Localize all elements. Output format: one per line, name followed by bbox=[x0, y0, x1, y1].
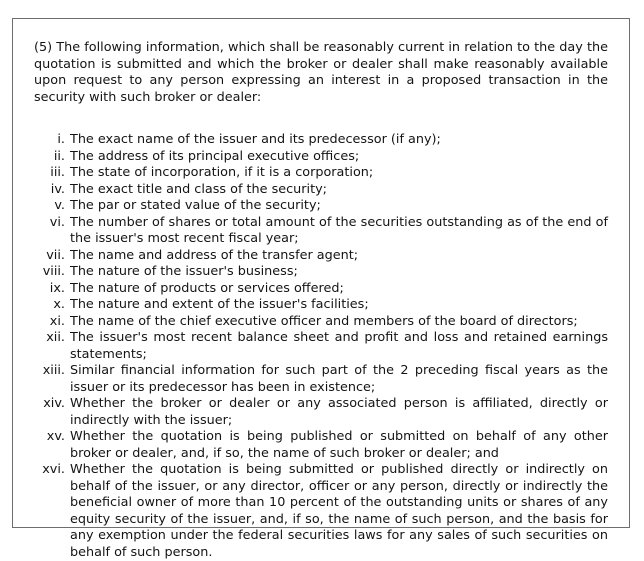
list-item bbox=[34, 363, 608, 396]
item-number: iv. bbox=[50, 181, 65, 197]
list-item bbox=[34, 215, 608, 248]
item-number: viii. bbox=[42, 264, 65, 279]
item-number: ix. bbox=[49, 280, 65, 296]
item-text: The nature of the issuer's business; bbox=[70, 264, 298, 279]
item-number: xiv. bbox=[43, 396, 65, 411]
item-text: The nature of products or services offered; bbox=[70, 280, 344, 296]
item-text: Similar financial information for such part of the 2 preceding fiscal years as the issuer or its predecessor has been in existence; bbox=[70, 363, 608, 395]
item-text: The exact name of the issuer and its predecessor (if any); bbox=[70, 132, 441, 147]
item-text: Whether the quotation is being published or submitted on behalf of any other broker or dealer, and, if so, the name of such broker or dealer; and bbox=[70, 429, 608, 461]
list-item bbox=[34, 165, 608, 182]
list-item bbox=[34, 132, 608, 149]
list-item bbox=[34, 149, 608, 166]
list-item bbox=[34, 248, 608, 265]
item-number: v. bbox=[54, 198, 65, 213]
list-item bbox=[34, 330, 608, 363]
item-text: The number of shares or total amount of the securities outstanding as of the end of the issuer's most recent fiscal year; bbox=[70, 214, 608, 246]
item-number: xvi. bbox=[42, 462, 65, 477]
list-item bbox=[34, 462, 608, 561]
list-item bbox=[34, 297, 608, 314]
list-item bbox=[34, 182, 608, 199]
document-body bbox=[34, 40, 608, 561]
item-number: xv. bbox=[46, 429, 65, 444]
item-text: The nature and extent of the issuer's facilities; bbox=[70, 297, 369, 312]
list-item bbox=[34, 396, 608, 429]
item-text: The name and address of the transfer agent; bbox=[70, 247, 359, 263]
item-text: Whether the broker or dealer or any associated person is affiliated, directly or indirectly with the issuer; bbox=[70, 396, 608, 428]
item-text: Whether the quotation is being submitted or published directly or indirectly on behalf of the issuer, or any director, officer or any person, directly or indirectly the beneficial owner of more than 10 percent of the outstanding units or shares of any equity security of the issuer, and, if so, the name of such person, and the basis for any exemption under the federal securities laws for any sales of such securities on behalf of such person. bbox=[70, 462, 608, 560]
item-text: The issuer's most recent balance sheet and profit and loss and retained earnings statements; bbox=[70, 330, 608, 362]
item-number: x. bbox=[53, 297, 65, 312]
item-text: The address of its principal executive offices; bbox=[70, 148, 360, 164]
intro-paragraph: (5) The following information, which shall be reasonably current in relation to the day the quotation is submitted and which the broker or dealer shall make reasonably available upon request to any person expressing an interest in a proposed transaction in the security with such broker or dealer: bbox=[34, 40, 608, 105]
item-text: The state of incorporation, if it is a corporation; bbox=[70, 165, 374, 180]
list-item bbox=[34, 281, 608, 298]
item-number: vi. bbox=[49, 214, 65, 230]
list-item bbox=[34, 264, 608, 281]
item-text: The exact title and class of the security; bbox=[70, 181, 327, 197]
item-text: The par or stated value of the security; bbox=[70, 198, 321, 213]
item-text: The name of the chief executive officer and members of the board of directors; bbox=[70, 313, 578, 329]
item-number: iii. bbox=[50, 165, 65, 180]
list-item bbox=[34, 429, 608, 462]
requirements-list bbox=[34, 132, 608, 561]
list-item bbox=[34, 314, 608, 331]
item-number: vii. bbox=[46, 247, 65, 263]
item-number: ii. bbox=[53, 148, 65, 164]
item-number: xii. bbox=[46, 330, 65, 345]
item-number: xiii. bbox=[42, 363, 65, 378]
item-number: xi. bbox=[49, 313, 65, 329]
list-item bbox=[34, 198, 608, 215]
item-number: i. bbox=[57, 132, 65, 147]
